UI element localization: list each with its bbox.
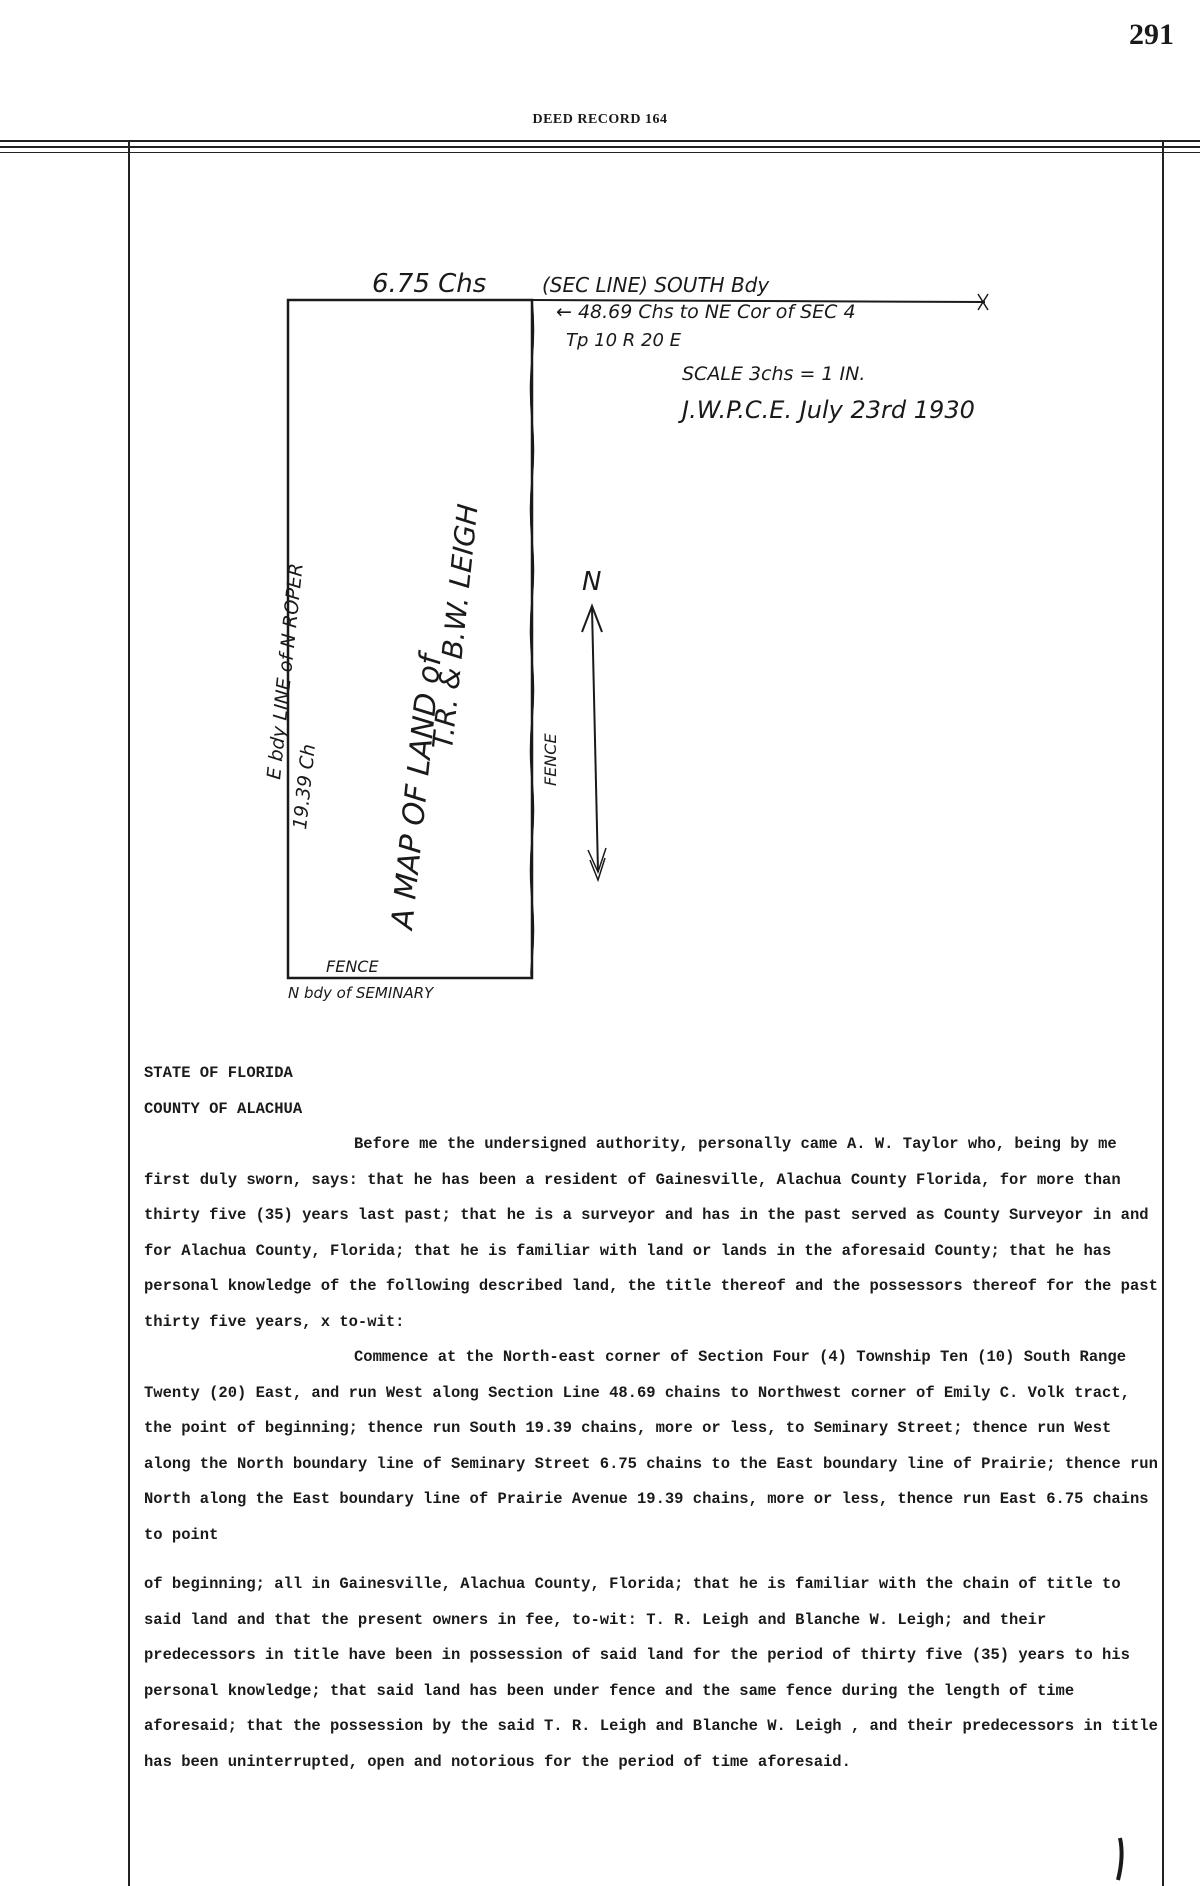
south-fence-label: FENCE xyxy=(326,957,379,976)
east-fence-label: FENCE xyxy=(541,733,560,786)
map-title-line1: A MAP OF LAND of xyxy=(385,652,449,931)
top-length-label: 6.75 Chs xyxy=(372,269,487,299)
west-length-label: 19.39 Ch xyxy=(289,742,320,831)
distance-note: ← 48.69 Chs to NE Cor of SEC 4 xyxy=(556,301,856,323)
township-label: Tp 10 R 20 E xyxy=(566,330,681,351)
west-boundary-label: E bdy LINE of N ROPER xyxy=(263,562,308,781)
running-head: DEED RECORD 164 xyxy=(532,112,668,127)
north-arrow-icon xyxy=(582,606,606,880)
page-number: 291 xyxy=(1129,18,1174,51)
section-line-label: (SEC LINE) SOUTH Bdy xyxy=(542,273,770,297)
north-arrow-label: N xyxy=(582,567,602,597)
affidavit-paragraph-3: of beginning; all in Gainesville, Alachua County, Florida; that he is familiar with the chain of title to said land and that the present owners in fee, to-wit: T. R. Leigh and Blanche W. Leigh; and their predecessors in title have been in possession of said land for the period of thirty five (35) years to his personal knowledge; that said land has been under fence and the same fence during the length of time aforesaid; that the possession by the said T. R. Leigh and Blanche W. Leigh , and their predecessors in title has been uninterrupted, open and notorious for the period of time aforesaid. xyxy=(144,1575,1158,1771)
pen-flourish-mark xyxy=(1110,1836,1130,1886)
affidavit-text xyxy=(144,1056,1164,1780)
scale-label: SCALE 3chs = 1 IN. xyxy=(682,363,866,385)
south-boundary-label: N bdy of SEMINARY xyxy=(288,984,434,1002)
county-heading: COUNTY OF ALACHUA xyxy=(144,1099,303,1118)
legal-description-paragraph: Commence at the North-east corner of Section Four (4) Township Ten (10) South Range Twenty (20) East, and run West along Section Line 48.69 chains to Northwest corner of Emily C. Volk tract, the point of beginning; thence run South 19.39 chains, more or less, to Seminary Street; thence run West along the North boundary line of Seminary Street 6.75 chains to the East boundary line of Prairie; thence run North along the East boundary line of Prairie Avenue 19.39 chains, more or less, thence run East 6.75 chains to point xyxy=(144,1348,1158,1544)
affidavit-paragraph-1: Before me the undersigned authority, personally came A. W. Taylor who, being by me first duly sworn, says: that he has been a resident of Gainesville, Alachua County Florida, for more than thirty five (35) years last past; that he is a surveyor and has in the past served as County Surveyor in and for Alachua County, Florida; that he is familiar with land or lands in the aforesaid County; that he has personal knowledge of the following described land, the title thereof and the possessors thereof for the past thirty five years, x to-wit: xyxy=(144,1135,1158,1331)
surveyor-signature: J.W.P.C.E. July 23rd 1930 xyxy=(682,396,975,424)
map-title-line2: T.R. & B.W. LEIGH xyxy=(426,502,485,751)
state-heading: STATE OF FLORIDA xyxy=(144,1064,293,1082)
paragraph-spacer xyxy=(144,1553,1164,1567)
